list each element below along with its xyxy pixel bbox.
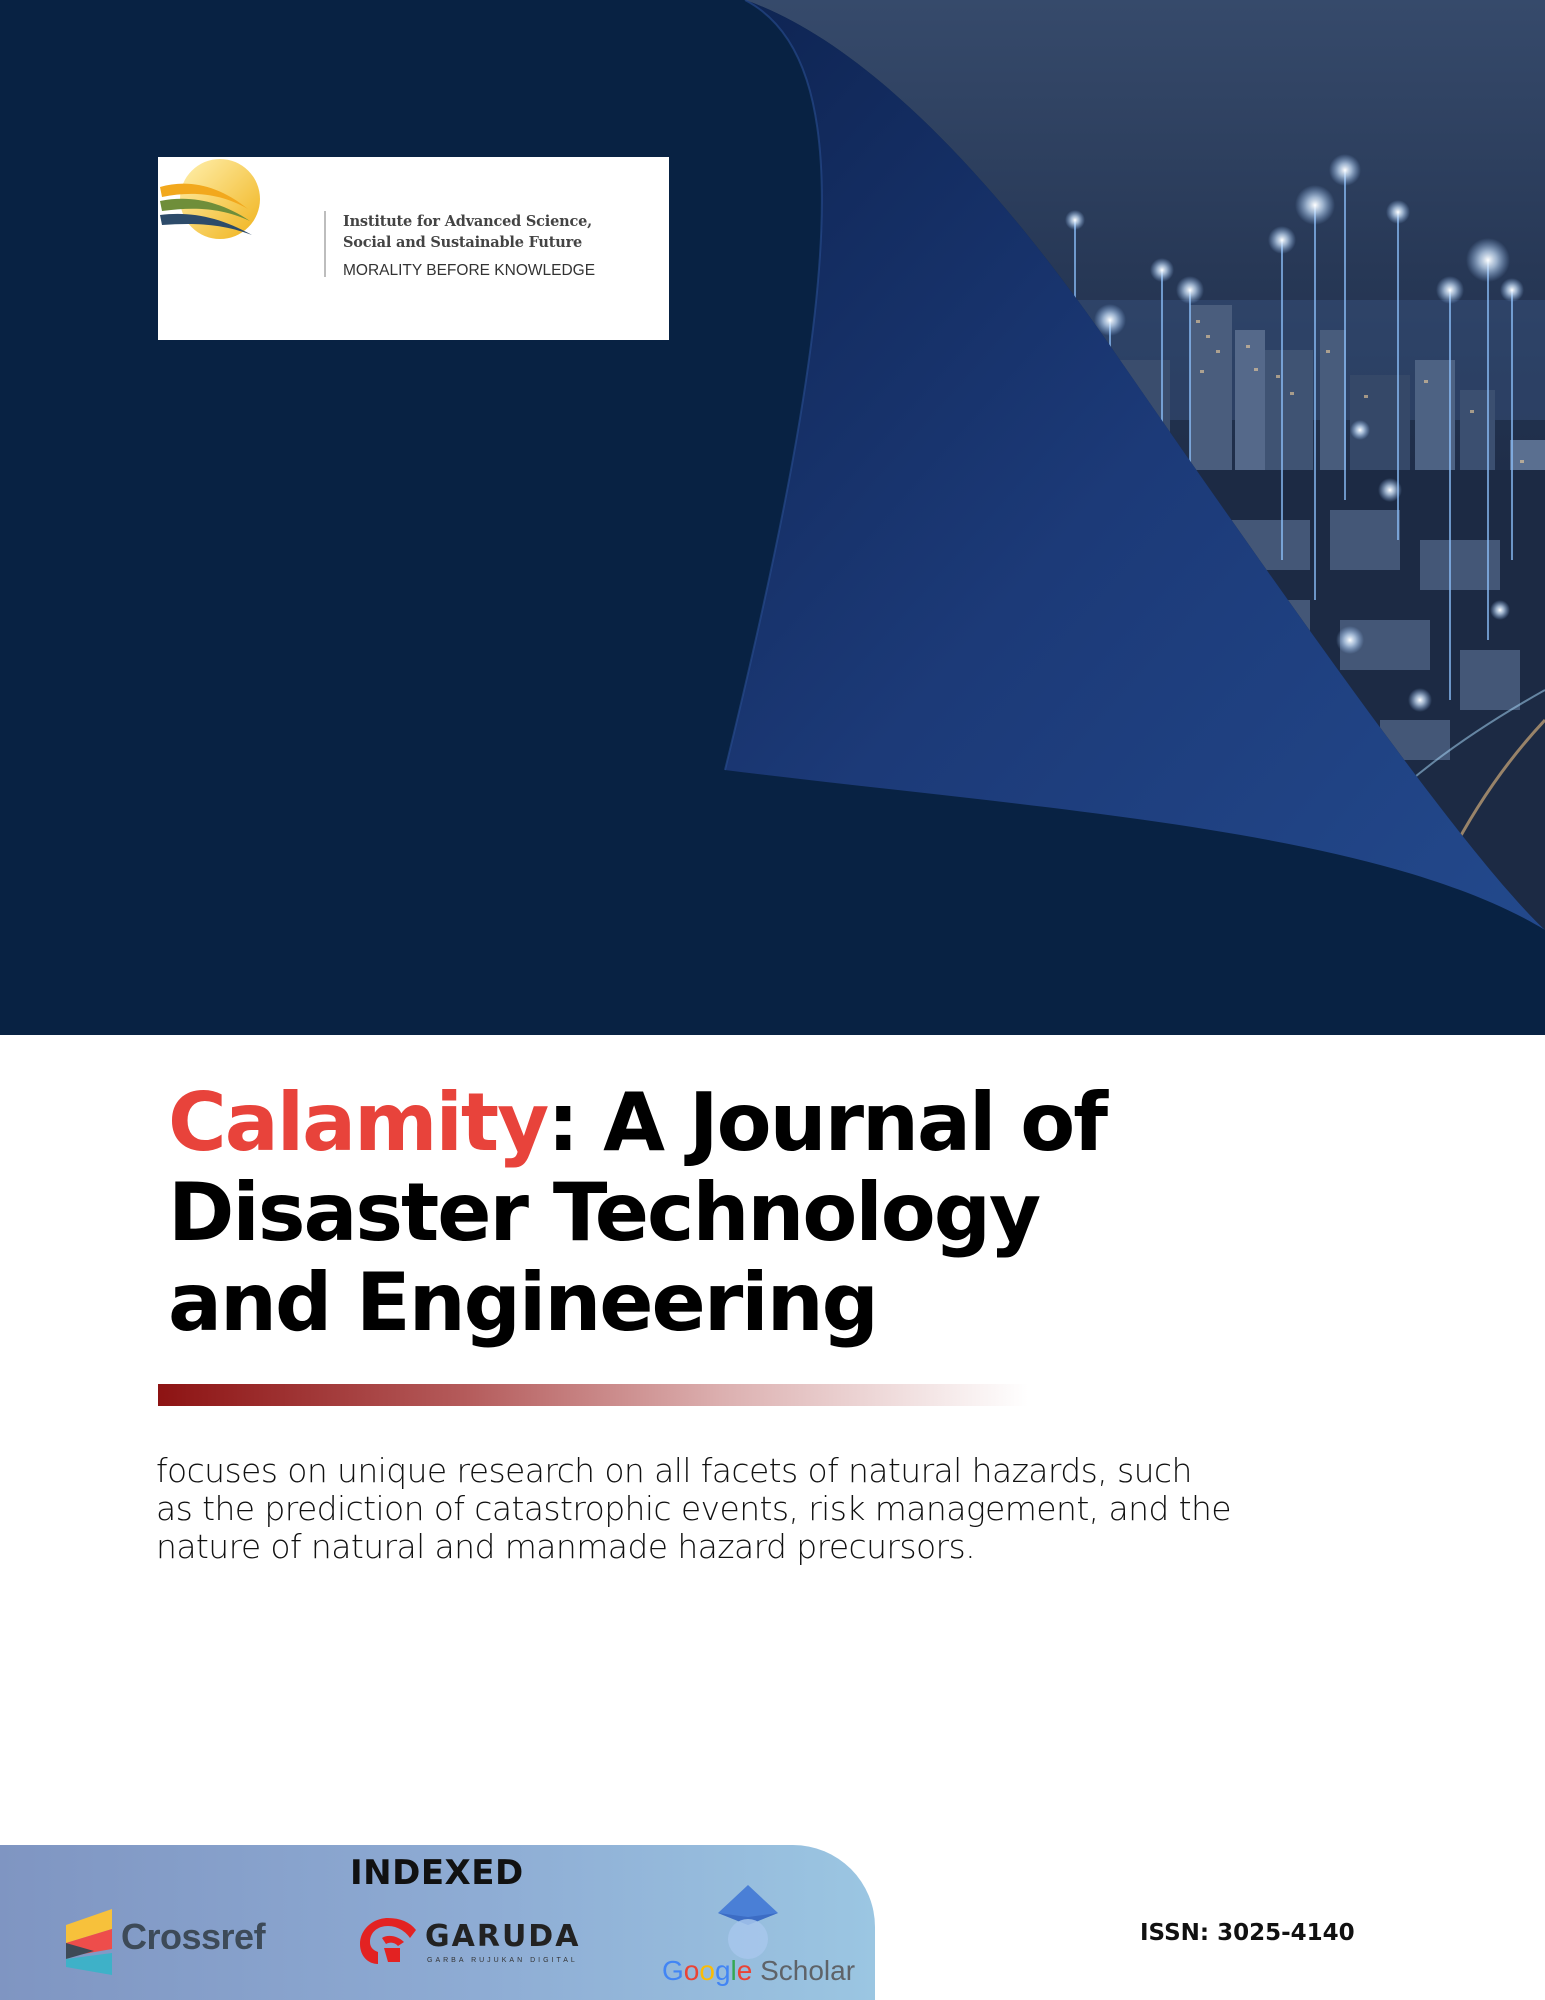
gs-letter: e — [736, 1955, 753, 1986]
gs-letter: o — [699, 1955, 715, 1986]
crossref-label: Crossref — [121, 1916, 266, 1957]
gs-letter: o — [683, 1955, 700, 1986]
gs-letter: G — [662, 1955, 684, 1986]
garuda-icon — [358, 1916, 418, 1966]
journal-title-accent: Calamity — [168, 1076, 548, 1169]
indexed-label: INDEXED — [350, 1853, 524, 1893]
journal-title-line1 — [168, 1078, 1468, 1168]
crossref-icon — [64, 1907, 114, 1977]
gs-scholar-word: Scholar — [760, 1955, 856, 1986]
description-line: as the prediction of catastrophic events, risk management, and the — [156, 1489, 1231, 1528]
gs-letter: g — [714, 1955, 731, 1986]
publisher-name-line2: Social and Sustainable Future — [343, 234, 583, 251]
journal-description — [156, 1452, 1256, 1566]
journal-title-line3: and Engineering — [168, 1256, 877, 1349]
publisher-name-line1: Institute for Advanced Science, — [343, 213, 592, 230]
title-divider — [158, 1384, 1028, 1406]
garuda-label: GARUDA — [425, 1919, 581, 1954]
description-line: focuses on unique research on all facets of natural hazards, such — [156, 1451, 1192, 1490]
indexed-panel — [0, 1845, 875, 2000]
description-line: nature of natural and manmade hazard precursors. — [156, 1527, 975, 1566]
publisher-logo — [158, 157, 669, 340]
google-scholar-label — [662, 1955, 855, 1987]
journal-title — [168, 1078, 1468, 1348]
garuda-subtitle: GARBA RUJUKAN DIGITAL — [427, 1957, 578, 1964]
publisher-tagline: MORALITY BEFORE KNOWLEDGE — [343, 262, 596, 279]
journal-title-rest: : A Journal of — [547, 1076, 1106, 1169]
issn-label: ISSN: 3025-4140 — [1140, 1920, 1355, 1946]
logo-divider — [324, 211, 326, 277]
publisher-logo-icon — [158, 157, 268, 247]
google-scholar-icon — [716, 1883, 780, 1963]
gs-letter: l — [730, 1955, 737, 1986]
journal-title-line2: Disaster Technology — [168, 1166, 1040, 1259]
